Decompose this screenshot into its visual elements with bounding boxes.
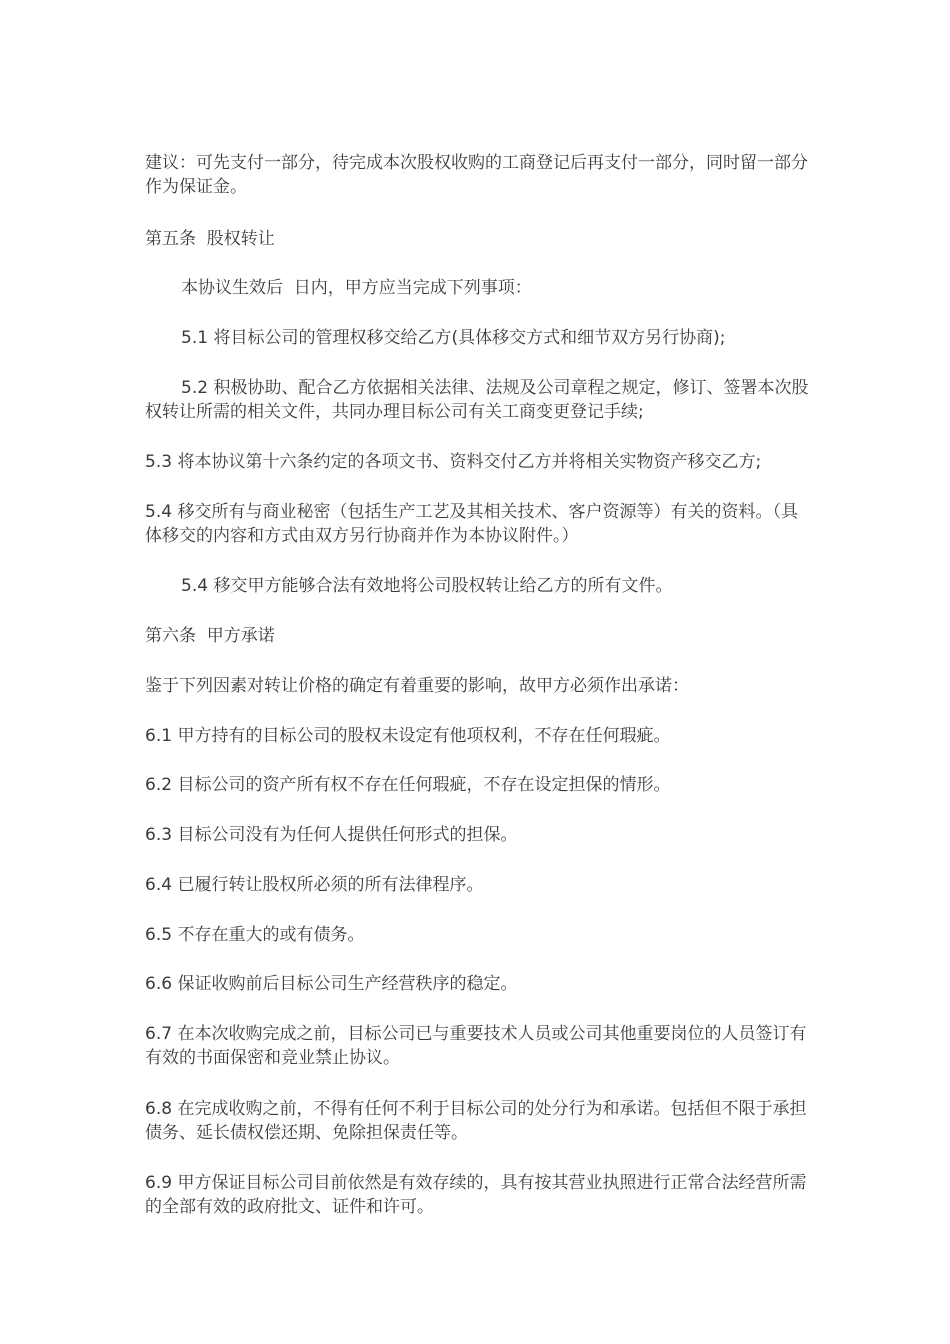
heading-article-5: 第五条 股权转让	[145, 229, 275, 249]
paragraph-article-5-intro: 本协议生效后 日内，甲方应当完成下列事项：	[181, 278, 532, 298]
paragraph-suggestion: 建议：可先支付一部分，待完成本次股权收购的工商登记后再支付一部分，同时留一部分作为保证金。	[145, 153, 808, 197]
clause-6-4: 6.4 已履行转让股权所必须的所有法律程序。	[145, 875, 484, 895]
clause-5-4-b: 5.4 移交甲方能够合法有效地将公司股权转让给乙方的所有文件。	[181, 576, 673, 596]
clause-6-2: 6.2 目标公司的资产所有权不存在任何瑕疵，不存在设定担保的情形。	[145, 775, 671, 795]
clause-5-3: 5.3 将本协议第十六条约定的各项文书、资料交付乙方并将相关实物资产移交乙方;	[145, 452, 762, 472]
clause-5-2: 5.2 积极协助、配合乙方依据相关法律、法规及公司章程之规定，修订、签署本次股权转让所需的相关文件，共同办理目标公司有关工商变更登记手续;	[145, 378, 809, 422]
clause-6-7: 6.7 在本次收购完成之前，目标公司已与重要技术人员或公司其他重要岗位的人员签订有有效的书面保密和竞业禁止协议。	[145, 1024, 807, 1068]
clause-6-9: 6.9 甲方保证目标公司目前依然是有效存续的，具有按其营业执照进行正常合法经营所需的全部有效的政府批文、证件和许可。	[145, 1173, 807, 1217]
clause-5-4-a: 5.4 移交所有与商业秘密（包括生产工艺及其相关技术、客户资源等）有关的资料。（具体移交的内容和方式由双方另行协商并作为本协议附件。）	[145, 502, 798, 546]
clause-6-6: 6.6 保证收购前后目标公司生产经营秩序的稳定。	[145, 974, 518, 994]
clause-6-1: 6.1 甲方持有的目标公司的股权未设定有他项权利，不存在任何瑕疵。	[145, 726, 671, 746]
clause-6-3: 6.3 目标公司没有为任何人提供任何形式的担保。	[145, 825, 518, 845]
clause-5-1: 5.1 将目标公司的管理权移交给乙方(具体移交方式和细节双方另行协商);	[181, 328, 726, 348]
heading-article-6: 第六条 甲方承诺	[145, 626, 275, 646]
paragraph-article-6-intro: 鉴于下列因素对转让价格的确定有着重要的影响，故甲方必须作出承诺：	[145, 676, 689, 696]
clause-6-5: 6.5 不存在重大的或有债务。	[145, 925, 365, 945]
clause-6-8: 6.8 在完成收购之前，不得有任何不利于目标公司的处分行为和承诺。包括但不限于承担债务、延长债权偿还期、免除担保责任等。	[145, 1099, 807, 1143]
